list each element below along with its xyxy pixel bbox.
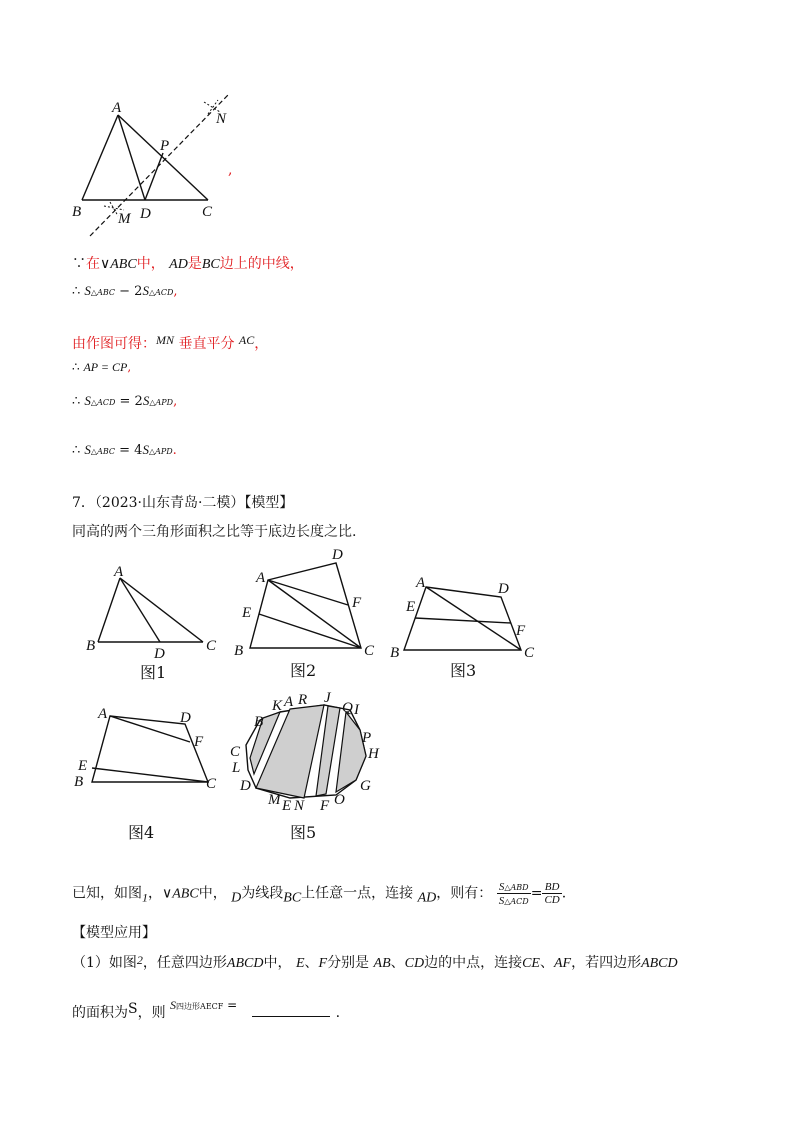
fig5-label-L: L xyxy=(232,760,241,776)
solution-line-2: ∴ S△ABC − 2S△ACD, xyxy=(72,283,178,299)
fig3-label-C: C xyxy=(524,645,535,661)
figure-2-caption: 图2 xyxy=(290,661,317,680)
fig5-label-K: K xyxy=(272,698,283,714)
question-1-line-2: 的面积为S，则 S四边形AECF = . xyxy=(72,998,341,1021)
solution-line-4: ∴ AP = CP, xyxy=(72,360,132,374)
fig5-label-H: H xyxy=(368,746,379,762)
figure-4-caption: 图4 xyxy=(128,823,155,842)
figure-5-caption: 图5 xyxy=(290,823,317,842)
solution-line-1: ∵在∨ABC中， AD是BC边上的中线， xyxy=(72,256,304,272)
fig4-label-D: D xyxy=(180,710,191,726)
length-fraction: $\frac{BD}{CD}$ xyxy=(544,881,560,906)
fig5-label-F: F xyxy=(320,798,330,814)
figure-1 xyxy=(78,560,228,660)
fig1-label-B: B xyxy=(86,638,96,654)
solution-line-3: 由作图可得：MN 垂直平分 AC， xyxy=(72,333,269,352)
figure-3 xyxy=(386,565,546,665)
fig5-label-R: R xyxy=(298,692,308,708)
figure-1-caption: 图1 xyxy=(140,663,167,682)
answer-blank[interactable] xyxy=(252,1016,330,1017)
label-B: B xyxy=(72,204,82,220)
figure-2 xyxy=(228,545,388,660)
figure-4 xyxy=(70,700,230,800)
fig5-label-N: N xyxy=(294,798,305,814)
fig5-label-O: O xyxy=(334,792,345,808)
figure-3-caption: 图3 xyxy=(450,661,477,680)
construction-figure xyxy=(60,90,250,240)
fig4-label-B: B xyxy=(74,774,84,790)
fig5-label-A: A xyxy=(284,694,294,710)
label-M: M xyxy=(118,211,131,227)
fig3-label-F: F xyxy=(516,623,526,639)
fig1-label-C: C xyxy=(206,638,217,654)
fig2-label-F: F xyxy=(352,595,362,611)
fig3-label-B: B xyxy=(390,645,400,661)
fig2-label-B: B xyxy=(234,643,244,659)
fig2-label-D: D xyxy=(332,547,343,563)
ratio-fraction: $\frac{\text{S△ABD}}{\text{S△ACD}}$ xyxy=(498,881,529,907)
fig3-label-D: D xyxy=(498,581,509,597)
application-header: 【模型应用】 xyxy=(72,925,156,941)
label-P: P xyxy=(160,138,170,154)
fig2-label-C: C xyxy=(364,643,375,659)
fig1-label-D: D xyxy=(154,646,165,660)
fig1-label-A: A xyxy=(114,564,124,580)
fig2-label-A: A xyxy=(256,570,266,586)
fig5-label-I: I xyxy=(354,702,359,718)
fig4-label-C: C xyxy=(206,776,217,792)
figure-trailing-comma: , xyxy=(228,162,233,178)
fig4-label-A: A xyxy=(98,706,108,722)
solution-line-5: ∴ S△ACD = 2S△APD, xyxy=(72,393,178,409)
label-N: N xyxy=(216,111,227,127)
question-1-line-1: （1）如图2，任意四边形ABCD中， E、F分别是 AB、CD边的中点，连接CE、AF，若四边形ABCD xyxy=(72,953,678,971)
fig5-label-G: G xyxy=(360,778,371,794)
fig5-label-Q: Q xyxy=(342,700,353,716)
known-statement: 已知，如图1，∨ABC中， D为线段BC上任意一点，连接 AD，则有： $\frac{\text{S△ABD}}{\text{S△ACD}}$ = $\frac{BD}{CD}$ . xyxy=(72,881,567,907)
problem-7-header: 7．（2023·山东青岛·二模）【模型】 xyxy=(72,495,294,511)
fig5-label-J: J xyxy=(324,690,331,706)
fig3-label-E: E xyxy=(406,599,416,615)
label-C: C xyxy=(202,204,213,220)
fig5-label-B: B xyxy=(254,714,264,730)
fig5-label-D: D xyxy=(240,778,251,794)
label-A: A xyxy=(112,100,122,116)
label-D: D xyxy=(140,206,151,222)
fig5-label-E: E xyxy=(282,798,292,814)
fig5-label-P: P xyxy=(362,730,372,746)
fig4-label-F: F xyxy=(194,734,204,750)
problem-7-statement: 同高的两个三角形面积之比等于底边长度之比. xyxy=(72,524,357,540)
fig5-label-M: M xyxy=(268,792,281,808)
fig2-label-E: E xyxy=(242,605,252,621)
fig5-label-C: C xyxy=(230,744,241,760)
figure-5 xyxy=(228,690,388,818)
fig3-label-A: A xyxy=(416,575,426,591)
solution-line-6: ∴ S△ABC = 4S△APD. xyxy=(72,442,177,458)
fig4-label-E: E xyxy=(78,758,88,774)
